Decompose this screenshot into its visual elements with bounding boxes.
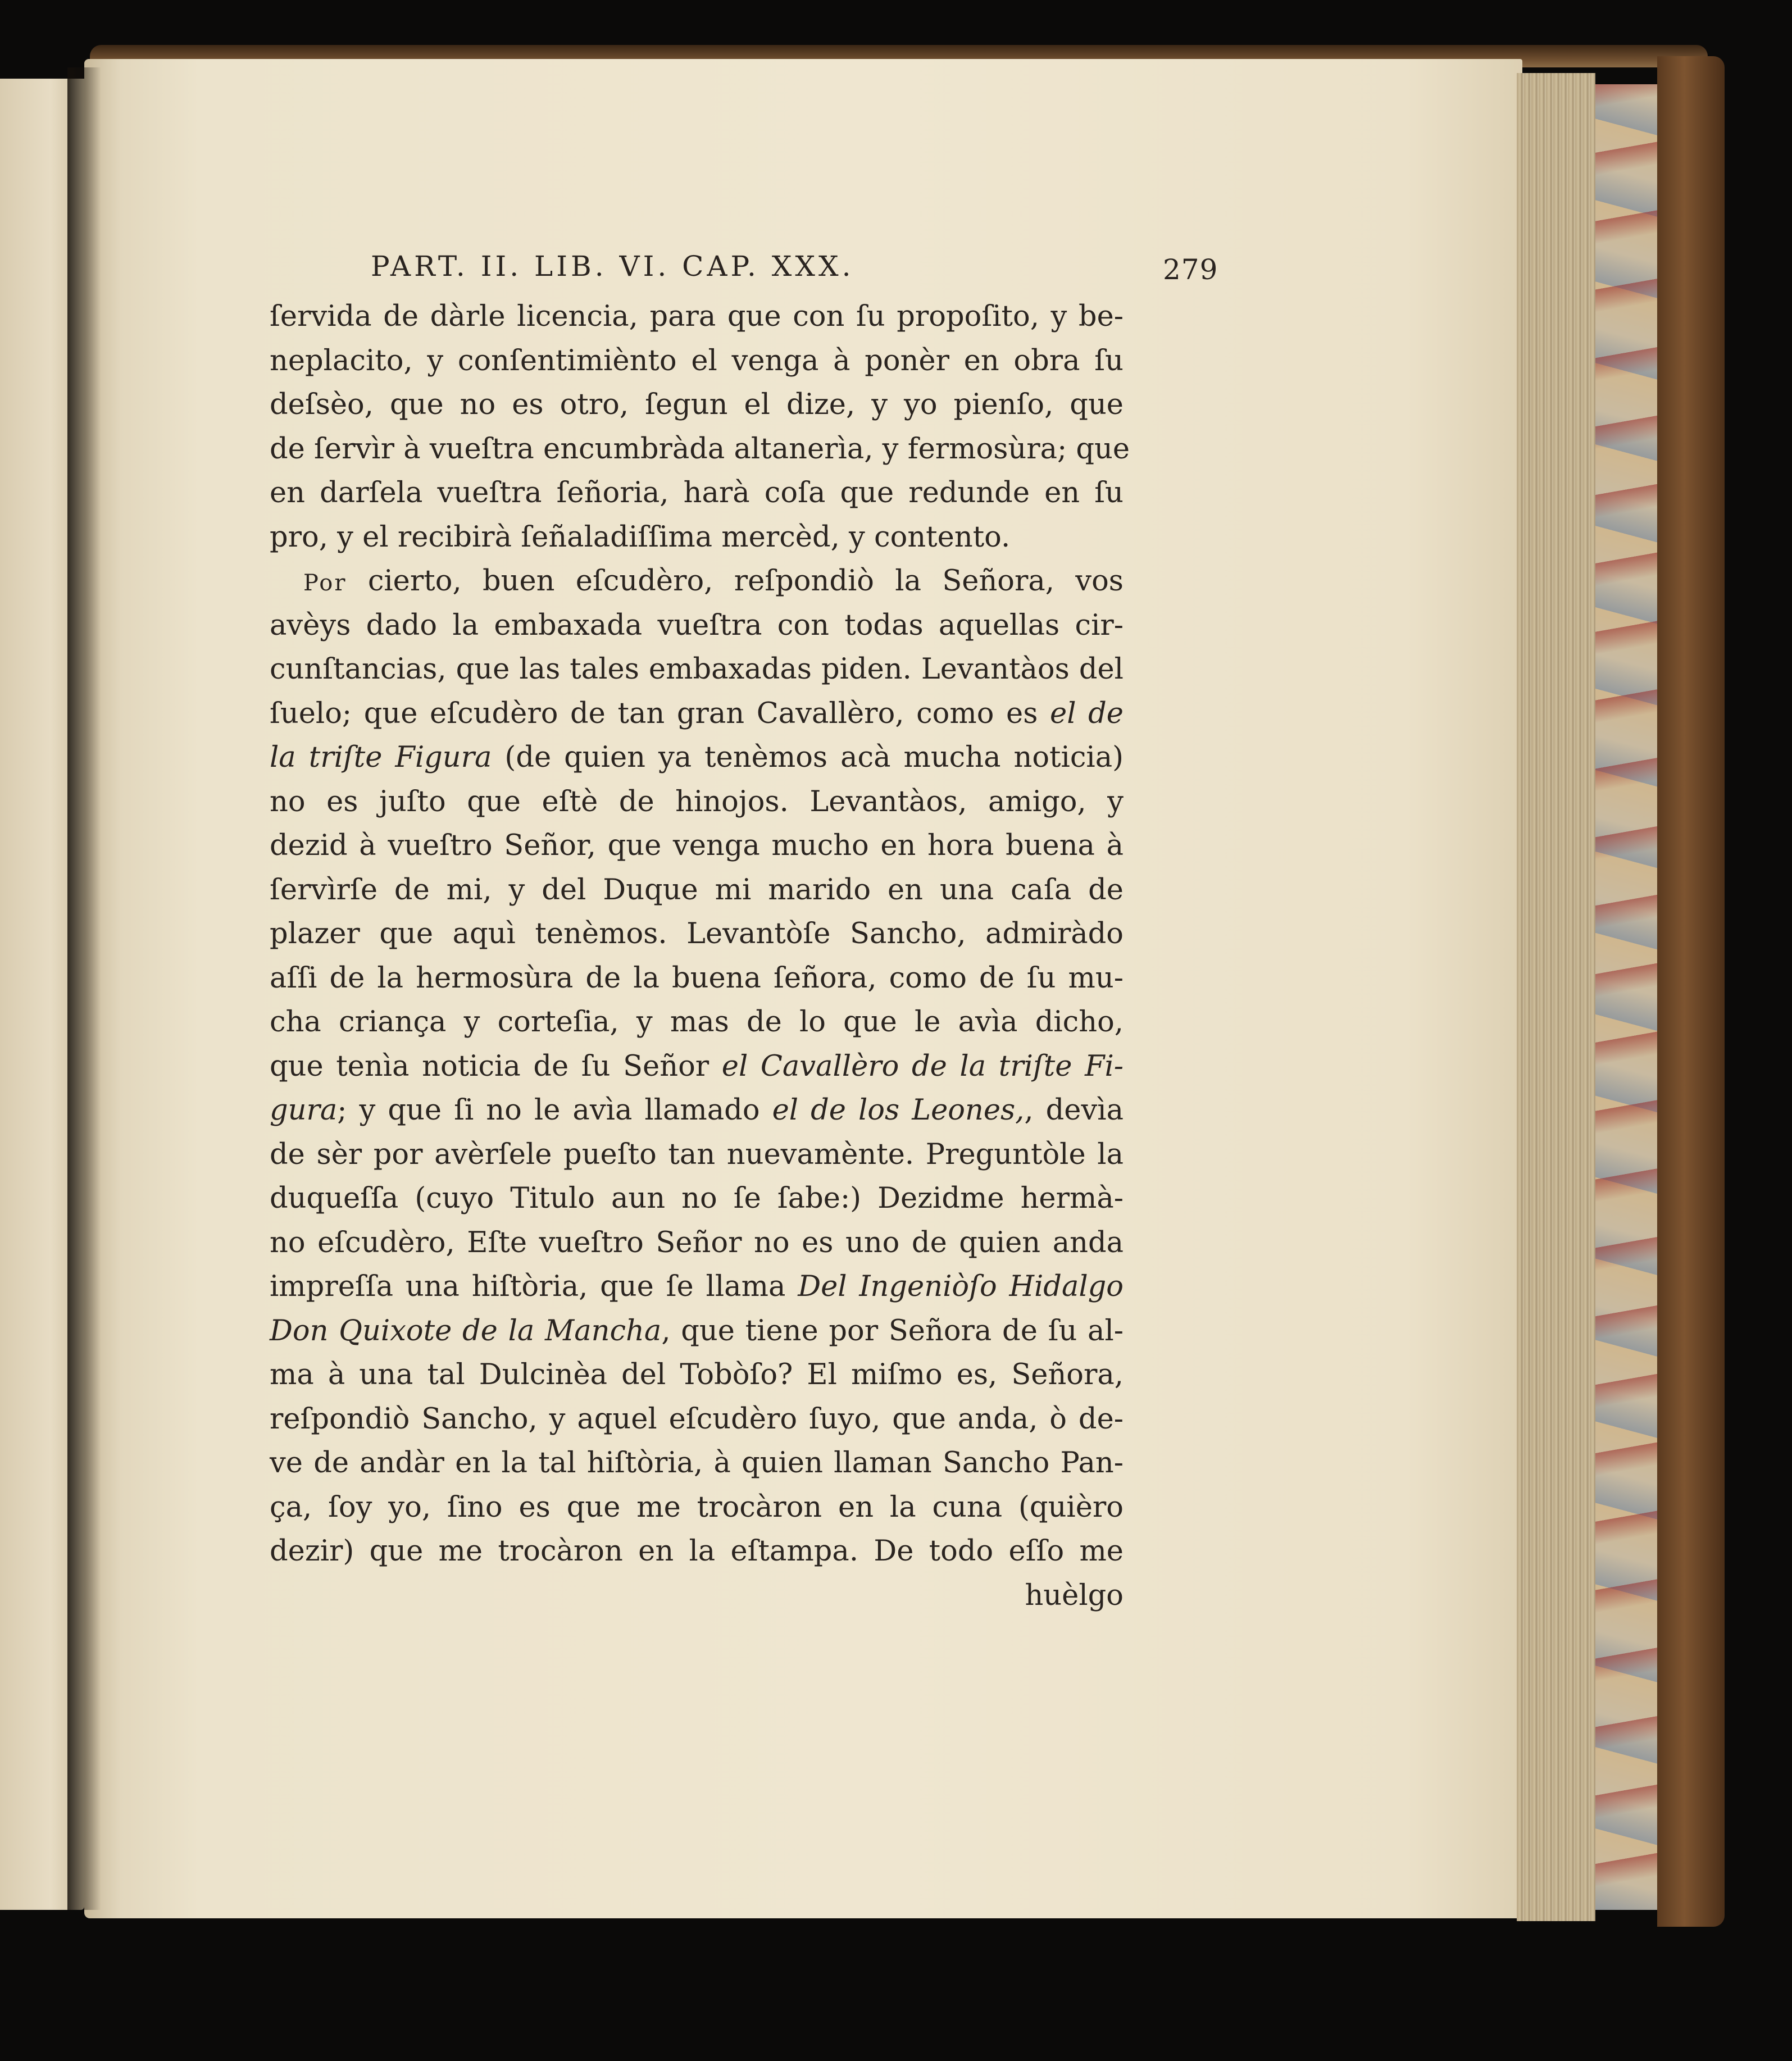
page-edges [1517,73,1595,1921]
text-line: no eſcudèro, Eſte vueſtro Señor no es uno de quien anda [270,1226,1124,1259]
text-line: dezir) que me trocàron en la eſtampa. De todo eſſo me [270,1535,1124,1568]
small-caps-opening: Por [303,570,347,596]
text-line [270,559,1124,604]
text-segment: ſuelo; que eſcudèro de tan gran Cavallèro, como es [270,697,1038,730]
catchword: huèlgo [1025,1578,1124,1612]
page-number: 279 [1163,253,1218,286]
text-line [270,1265,1124,1309]
text-line: cha criança y corteſia, y mas de lo que le avìa dicho, [270,1006,1124,1039]
text-segment: (de quien ya tenèmos acà mucha noticia) [504,741,1124,774]
marbled-endpaper [1595,84,1657,1910]
text-line: duqueſſa (cuyo Titulo aun no ſe ſabe:) Dezidme hermà- [270,1182,1124,1215]
running-head: PART. II. LIB. VI. CAP. XXX. [371,250,854,283]
italic-text: el Cavallèro de la triſte Fi- [721,1049,1124,1083]
text-line: de sèr por avèrſele pueſto tan nuevamènte. Preguntòle la [270,1138,1124,1171]
text-line: plazer que aquì tenèmos. Levantòſe Sancho, admiràdo [270,917,1124,950]
text-line [270,1309,1124,1354]
text-line: deſsèo, que no es otro, ſegun el dize, y yo pienſo, que [270,388,1124,421]
italic-text: la triſte Figura [270,741,492,774]
text-line: de ſervìr à vueſtra encumbràda altanerìa, y fermosùra; que [270,432,1130,466]
italic-text: gura [270,1094,338,1127]
text-line: no es juſto que eſtè de hinojos. Levantàos, amigo, y [270,785,1124,818]
text-line: en darſela vueſtra ſeñoria, harà coſa que redunde en ſu [270,476,1124,509]
text-line: neplacito, y conſentimiènto el venga à ponèr en obra ſu [270,344,1124,377]
text-line: ça, ſoy yo, ſino es que me trocàron en la cuna (quièro [270,1490,1124,1524]
text-line: reſpondiò Sancho, y aquel eſcudèro ſuyo, que anda, ò de- [270,1402,1124,1436]
italic-text: el de los Leones, [772,1094,1025,1127]
text-line: ſervìrſe de mi, y del Duque mi marido en una caſa de [270,873,1124,907]
italic-text: el de [1050,697,1124,730]
text-line: dezid à vueſtro Señor, que venga mucho en hora buena à [270,829,1124,862]
page-header [270,250,1218,295]
text-segment: ; y que ſi no le avìa llamado [337,1094,760,1127]
page-text [270,250,1218,1618]
text-line: pro, y el recibirà ſeñaladiſſima mercèd, y contento. [270,520,1011,554]
italic-text: Del Ingeniòſo Hidalgo [798,1270,1124,1303]
text-segment: , que tiene por Señora de ſu al- [661,1314,1124,1348]
gutter-shadow [67,67,101,1910]
text-line: ſervida de dàrle licencia, para que con ſu propoſito, y be- [270,300,1124,333]
text-line: aſſi de la hermosùra de la buena ſeñora, como de ſu mu- [270,961,1124,995]
text-line: cunſtancias, que las tales embaxadas piden. Levantàos del [270,653,1124,686]
text-line [270,692,1124,736]
text-line: ma à una tal Dulcinèa del Tobòſo? El miſmo es, Señora, [270,1358,1124,1391]
text-segment: impreſſa una hiſtòria, que ſe llama [270,1270,786,1303]
text-segment: , devìa [1024,1094,1124,1127]
text-line: avèys dado la embaxada vueſtra con todas aquellas cir- [270,608,1124,642]
text-line [270,736,1124,780]
text-segment: que tenìa noticia de ſu Señor [270,1049,709,1083]
leather-cover [1657,56,1725,1927]
text-line [270,1089,1124,1133]
text-line: ve de andàr en la tal hiſtòria, à quien llaman Sancho Pan- [270,1446,1124,1480]
text-segment: cierto, buen eſcudèro, reſpondiò la Señora, vos [367,565,1124,598]
text-line [270,1045,1124,1089]
italic-text: Don Quixote de la Mancha [270,1314,662,1348]
